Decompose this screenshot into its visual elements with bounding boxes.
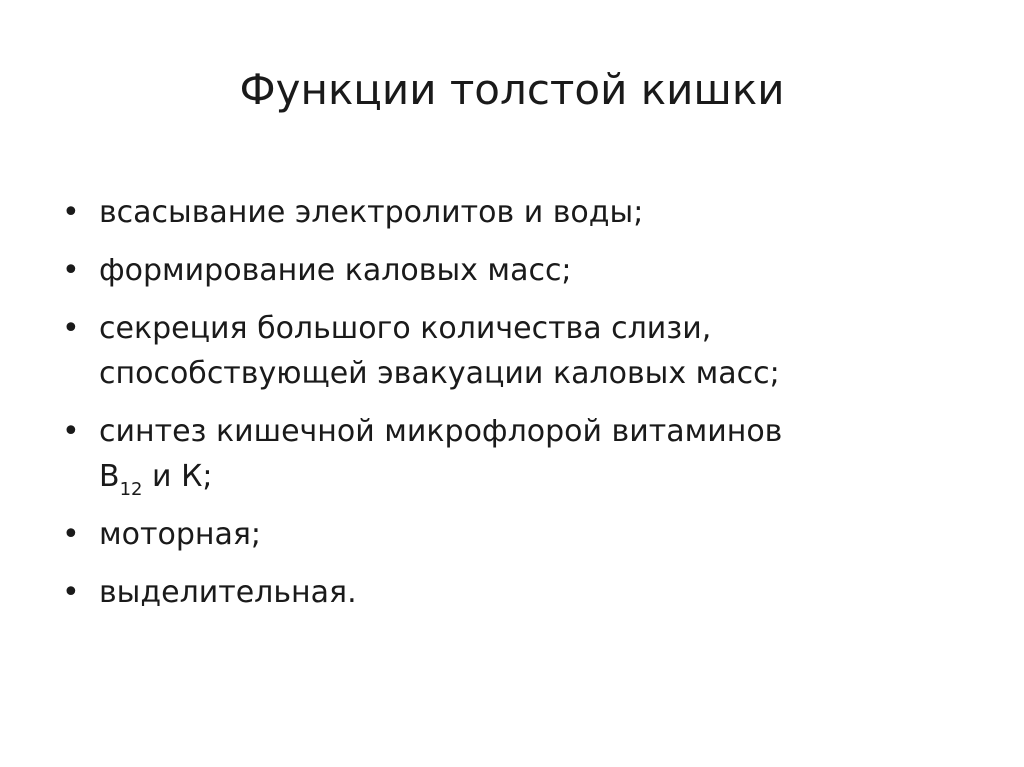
list-item	[62, 512, 982, 557]
vitamin-suffix: и К;	[142, 459, 213, 494]
bullet-icon: •	[62, 575, 80, 610]
vitamin-letter: B	[99, 459, 120, 494]
bullet-text: моторная;	[99, 517, 262, 552]
list-item	[62, 248, 982, 293]
list-item	[62, 190, 982, 235]
bullet-text-line-1: синтез кишечной микрофлорой витаминов	[99, 414, 783, 449]
bullet-text-line-1: секреция большого количества слизи,	[99, 311, 712, 346]
bullet-text: выделительная.	[99, 575, 357, 610]
vitamin-label	[99, 459, 213, 500]
bullet-icon: •	[62, 253, 80, 288]
bullet-icon: •	[62, 195, 80, 230]
slide-title: Функции толстой кишки	[239, 65, 785, 114]
list-item	[62, 306, 982, 396]
bullet-icon: •	[62, 517, 80, 552]
vitamin-subscript: 12	[119, 479, 143, 500]
bullet-text: всасывание электролитов и воды;	[99, 195, 644, 230]
list-item	[62, 570, 982, 615]
bullet-icon: •	[62, 414, 80, 449]
list-item	[62, 409, 982, 499]
bullet-text-line-2: способствующей эвакуации каловых масс;	[99, 356, 780, 391]
bullet-icon: •	[62, 311, 80, 346]
bullet-text: формирование каловых масс;	[99, 253, 572, 288]
bullet-list	[62, 190, 982, 628]
